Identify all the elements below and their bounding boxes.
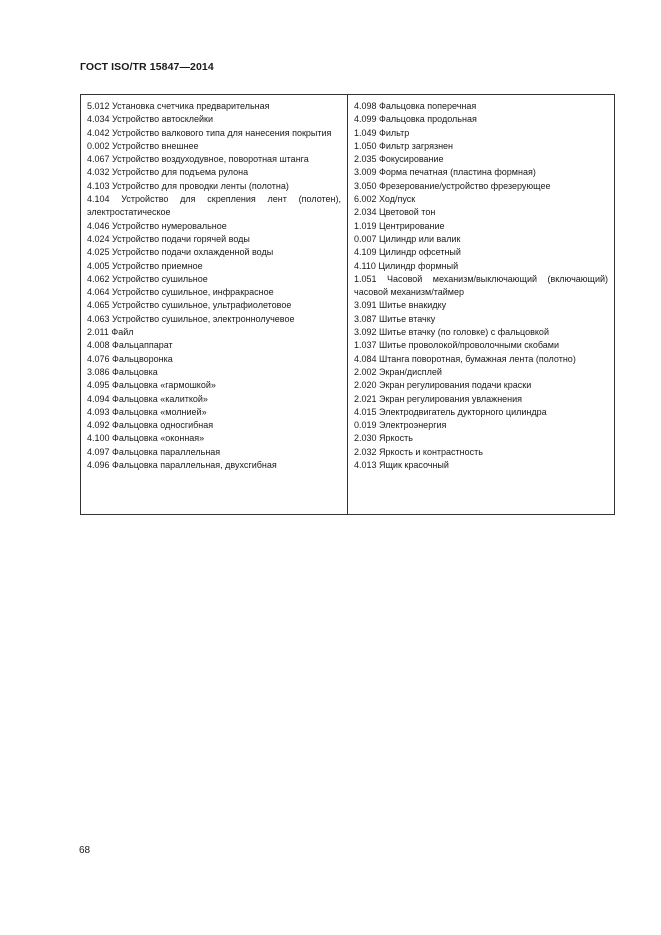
index-entry: 1.051 Часовой механизм/выключающий (включающий) часовой механизм/таймер [354,273,608,298]
index-entry: 4.064 Устройство сушильное, инфракрасное [87,287,274,298]
index-entry: 4.013 Ящик красочный [354,460,449,471]
index-entry: 4.062 Устройство сушильное [87,273,208,284]
index-entry: 3.009 Форма печатная (пластина формная) [354,167,536,178]
index-entry: 4.104 Устройство для скрепления лент (полотен), электростатическое [87,194,341,218]
index-entry: 4.063 Устройство сушильное, электроннолучевое [87,313,295,324]
index-entry: 4.076 Фальцворонка [87,353,173,364]
index-entry: 2.002 Экран/дисплей [354,366,442,377]
index-entry: 1.049 Фильтр [354,127,410,138]
index-entry: 4.067 Устройство воздуходувное, поворотная штанга [87,154,309,165]
index-column-left [81,95,348,514]
index-entry: 4.109 Цилиндр офсетный [354,247,461,258]
index-entry: 4.042 Устройство валкового типа для нанесения покрытия [87,127,332,138]
page-number: 68 [79,845,91,856]
index-entry: 4.034 Устройство автосклейки [87,114,214,125]
index-entry: 0.019 Электроэнергия [354,420,447,431]
index-entry: 4.099 Фальцовка продольная [354,114,477,125]
index-entry: 2.035 Фокусирование [354,154,444,165]
index-entry: 4.103 Устройство для проводки ленты (полотна) [87,180,289,191]
index-entry: 2.020 Экран регулирования подачи краски [354,380,532,391]
index-entry: 4.015 Электродвигатель дукторного цилиндра [354,406,547,417]
index-entry: 5.012 Установка счетчика предварительная [87,101,270,111]
index-entry: 0.002 Устройство внешнее [87,140,199,151]
index-entry: 6.002 Ход/пуск [354,194,416,205]
index-entry: 0.007 Цилиндр или валик [354,233,461,244]
index-entry: 3.086 Фальцовка [87,366,158,377]
index-entry: 3.092 Шитье втачку (по головке) с фальцовкой [354,327,549,338]
index-entry: 4.093 Фальцовка «молнией» [87,406,207,417]
index-entry: 4.025 Устройство подачи охлажденной воды [87,247,274,258]
index-entry: 4.024 Устройство подачи горячей воды [87,233,250,244]
index-column-right [348,95,614,514]
index-entry: 1.019 Центрирование [354,220,445,231]
index-entry: 4.092 Фальцовка односгибная [87,420,214,431]
index-entry: 4.032 Устройство для подъема рулона [87,167,249,178]
index-table [80,94,615,515]
index-entry: 4.097 Фальцовка параллельная [87,446,221,457]
index-entry: 3.091 Шитье внакидку [354,300,447,311]
index-entry: 4.098 Фальцовка поперечная [354,101,477,111]
index-entry: 4.046 Устройство нумеровальное [87,220,227,231]
index-entry: 4.084 Штанга поворотная, бумажная лента (полотно) [354,353,576,364]
index-entry: 4.065 Устройство сушильное, ультрафиолетовое [87,300,292,311]
index-entry: 4.100 Фальцовка «оконная» [87,433,205,444]
index-entry: 2.021 Экран регулирования увлажнения [354,393,523,404]
index-entry: 4.094 Фальцовка «калиткой» [87,393,208,404]
index-entry: 1.037 Шитье проволокой/проволочными скобами [354,340,560,351]
index-entry: 4.096 Фальцовка параллельная, двухсгибная [87,460,277,471]
index-entry: 1.050 Фильтр загрязнен [354,140,454,151]
index-entry: 4.095 Фальцовка «гармошкой» [87,380,216,391]
index-entry: 4.110 Цилиндр формный [354,260,459,271]
index-entry: 3.050 Фрезерование/устройство фрезерующее [354,180,551,191]
index-entry: 2.030 Яркость [354,433,413,444]
index-entry: 2.032 Яркость и контрастность [354,446,483,457]
index-entry: 3.087 Шитье втачку [354,313,436,324]
index-entry: 4.008 Фальцаппарат [87,340,173,351]
index-entry: 4.005 Устройство приемное [87,260,203,271]
index-entry: 2.034 Цветовой тон [354,207,436,218]
index-entry: 2.011 Файл [87,327,134,338]
document-header: ГОСТ ISO/TR 15847—2014 [80,61,214,73]
